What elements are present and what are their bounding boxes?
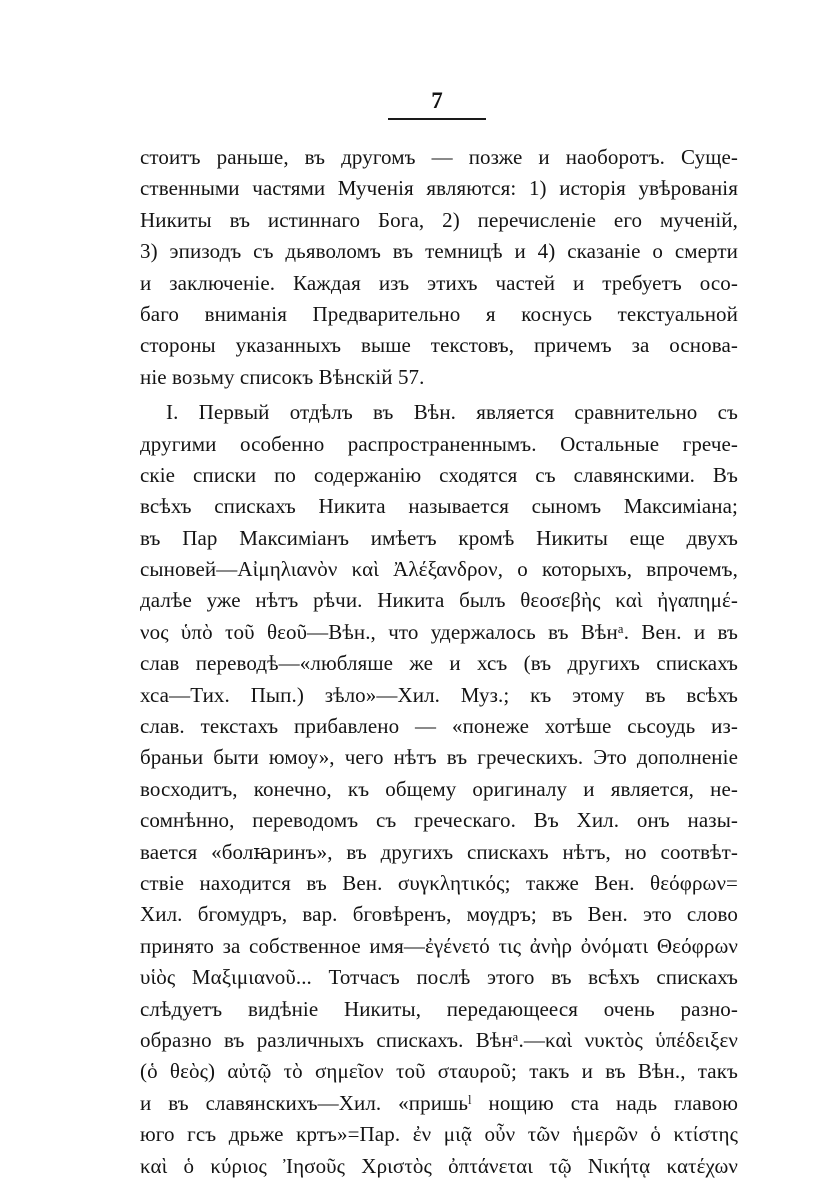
text-line: и заключеніе. Каждая изъ этихъ частей и требуетъ осо- [140,270,738,295]
text-line: хса—Тих. Пып.) зѣло»—Хил. Муз.; къ этому въ всѣхъ [140,682,738,707]
text-line: скіе списки по содержанію сходятся съ славянскими. Въ [140,462,738,487]
text-line: ніе возьму списокъ Вѣнскій 57. [140,364,425,389]
text-line: Никиты въ истиннаго Бога, 2) перечисленіе его мученій, [140,207,738,232]
text-line: юго гсъ дрьже кртъ»=Пар. ἐν μιᾷ οὖν τῶν ἡμερῶν ὁ κτίστης [140,1122,738,1147]
page-number-rule [388,118,486,120]
page-number: 7 [431,88,443,113]
text-line: баго вниманія Предварительно я коснусь текстуальной [140,301,738,326]
text-line: υἱὸς Μαξιμιανοῦ... Тотчасъ послѣ этого въ всѣхъ спискахъ [140,965,738,990]
text-line: въ Пар Максиміанъ имѣетъ кромѣ Никиты еще двухъ [140,525,738,550]
text-line: восходитъ, конечно, къ общему оригиналу и является, не- [140,776,738,801]
text-line: вается «болꙗринъ», въ другихъ спискахъ нѣтъ, но соотвѣт- [140,839,738,864]
text-line: образно въ различныхъ спискахъ. Вѣнᵃ.—καὶ νυκτὸς ὑπέδειξεν [140,1027,738,1052]
text-line: всѣхъ спискахъ Никита называется сыномъ Максиміана; [140,494,738,519]
text-line: ственными частями Мученія являются: 1) исторія увѣрованія [140,176,738,201]
text-line: 3) эпизодъ съ дьяволомъ въ темницѣ и 4) сказаніе о смерти [140,239,738,264]
text-line: Хил. бгомудръ, вар. бговѣренъ, мѹдръ; въ Вен. это слово [140,902,738,927]
text-line: стоитъ раньше, въ другомъ — позже и наоборотъ. Суще- [140,145,738,169]
text-line: сыновей—Αἰμηλιανὸν καὶ Ἀλέξανδρον, о которыхъ, впрочемъ, [140,557,738,582]
body-text [140,142,738,1182]
paragraph-2 [140,397,738,1182]
text-line: далѣе уже нѣтъ рѣчи. Никита былъ θεοσεβὴς καὶ ἠγαπημέ- [140,588,738,613]
text-line: другими особенно распространеннымъ. Остальные грече- [140,431,738,456]
text-line: ствіе находится въ Вен. συγκλητικός; также Вен. θεόφρων= [140,870,738,895]
text-line: сомнѣнно, переводомъ съ греческаго. Въ Хил. онъ назы- [140,808,738,833]
paragraph-1 [140,142,738,393]
text-line: καὶ ὁ κύριος Ἰησοῦς Χριστὸς ὀπτάνεται τῷ Νικήτᾳ κατέχων [140,1153,738,1178]
text-line: слав переводѣ—«любляше же и хсъ (въ другихъ спискахъ [140,651,738,676]
text-line: слав. текстахъ прибавлено — «понеже хотѣше сьсоудь из- [140,714,738,739]
text-line: (ὁ θεὸς) αὐτῷ τὸ σημεῖον τοῦ σταυροῦ; такъ и въ Вѣн., такъ [140,1059,738,1084]
text-line: слѣдуетъ видѣніе Никиты, передающееся очень разно- [140,996,738,1021]
text-line: стороны указанныхъ выше текстовъ, причемъ за основа- [140,333,738,358]
text-line: принято за собственное имя—ἐγένετό τις ἀνὴρ ὀνόματι Θεόφρων [140,933,738,958]
text-line: браньи быти юмоу», чего нѣтъ въ греческихъ. Это дополненіе [140,745,738,770]
text-line: I. Первый отдѣлъ въ Вѣн. является сравнительно съ [166,400,738,425]
text-line: и въ славянскихъ—Хил. «пришьˡ нощию ста надь главою [140,1090,738,1115]
text-line: νος ὑπὸ τοῦ θεοῦ—Вѣн., что удержалось въ Вѣнᵃ. Вен. и въ [140,619,738,644]
